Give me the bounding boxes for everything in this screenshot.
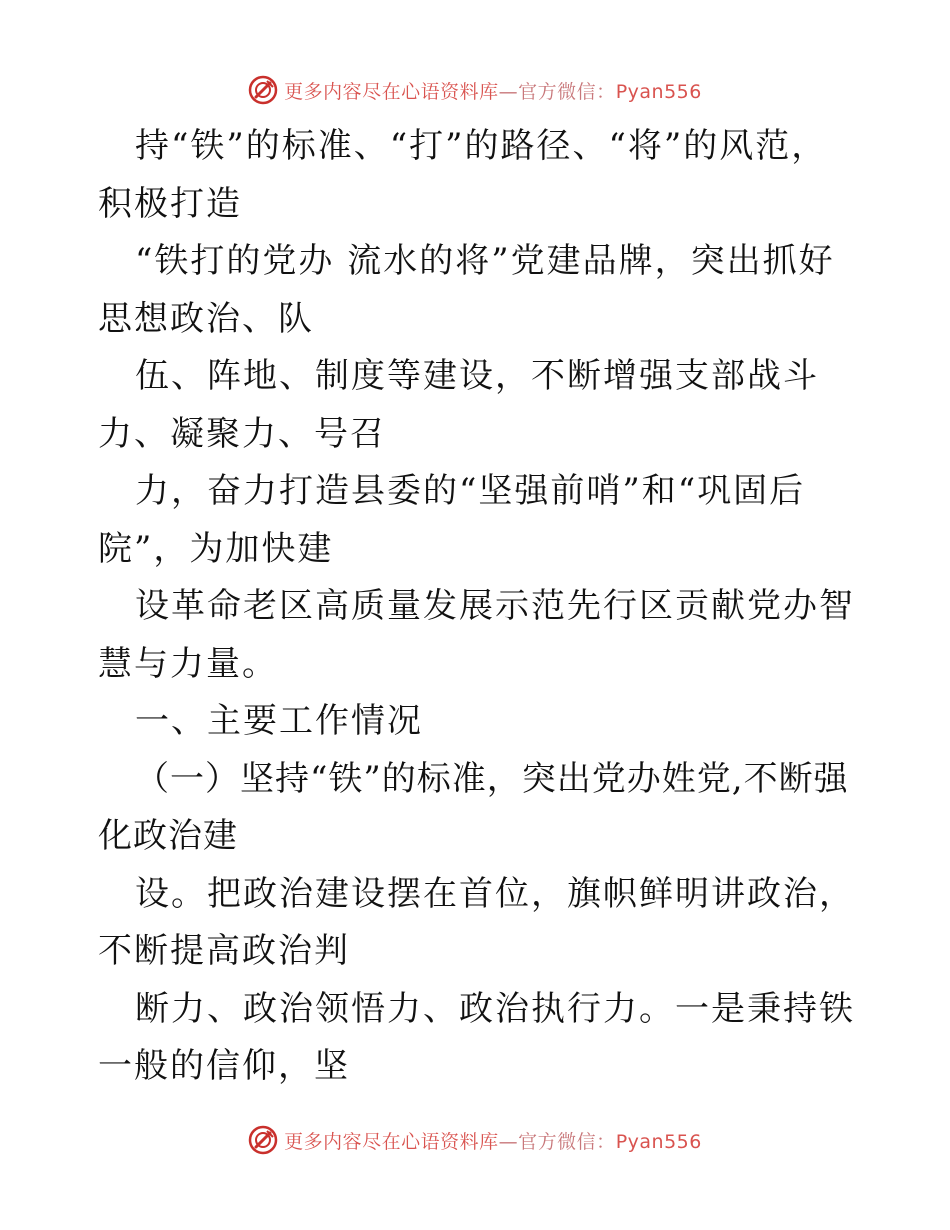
body-line: 力，奋力打造县委的“坚强前哨”和“巩固后院”，为加快建 — [98, 471, 806, 569]
body-line: “铁打的党办 流水的将”党建品牌，突出抓好思想政治、队 — [98, 241, 835, 339]
body-line: 断力、政治领悟力、政治执行力。一是秉持铁一般的信仰，坚 — [98, 988, 855, 1086]
header-separator: — — [498, 80, 519, 103]
document-body — [98, 118, 858, 1096]
header-banner — [0, 70, 950, 110]
body-line: 设革命老区高质量发展示范先行区贡献党办智慧与力量。 — [98, 586, 855, 684]
footer-text — [284, 1127, 702, 1154]
header-text — [284, 77, 702, 104]
footer-main: 更多内容尽在心语资料库 — [284, 1130, 499, 1153]
header-wechat-label: 官方微信： — [518, 80, 616, 103]
body-line: 设。把政治建设摆在首位，旗帜鲜明讲政治，不断提高政治判 — [98, 873, 855, 971]
footer-wechat-label: 官方微信： — [518, 1130, 616, 1153]
footer-wechat-id: Pyan556 — [615, 1130, 702, 1153]
header-main: 更多内容尽在心语资料库 — [284, 80, 499, 103]
footer-separator: — — [498, 1130, 519, 1153]
logo-icon — [248, 1125, 278, 1155]
body-line: 持“铁”的标准、“打”的路径、“将”的风范，积极打造 — [98, 126, 828, 224]
body-line: 伍、阵地、制度等建设，不断增强支部战斗力、凝聚力、号召 — [98, 356, 819, 454]
footer-banner — [0, 1120, 950, 1160]
logo-icon — [248, 75, 278, 105]
header-wechat-id: Pyan556 — [615, 80, 702, 103]
section-heading: 一、主要工作情况 — [135, 701, 423, 741]
body-line: （一）坚持“铁”的标准，突出党办姓党,不断强化政治建 — [98, 758, 849, 856]
